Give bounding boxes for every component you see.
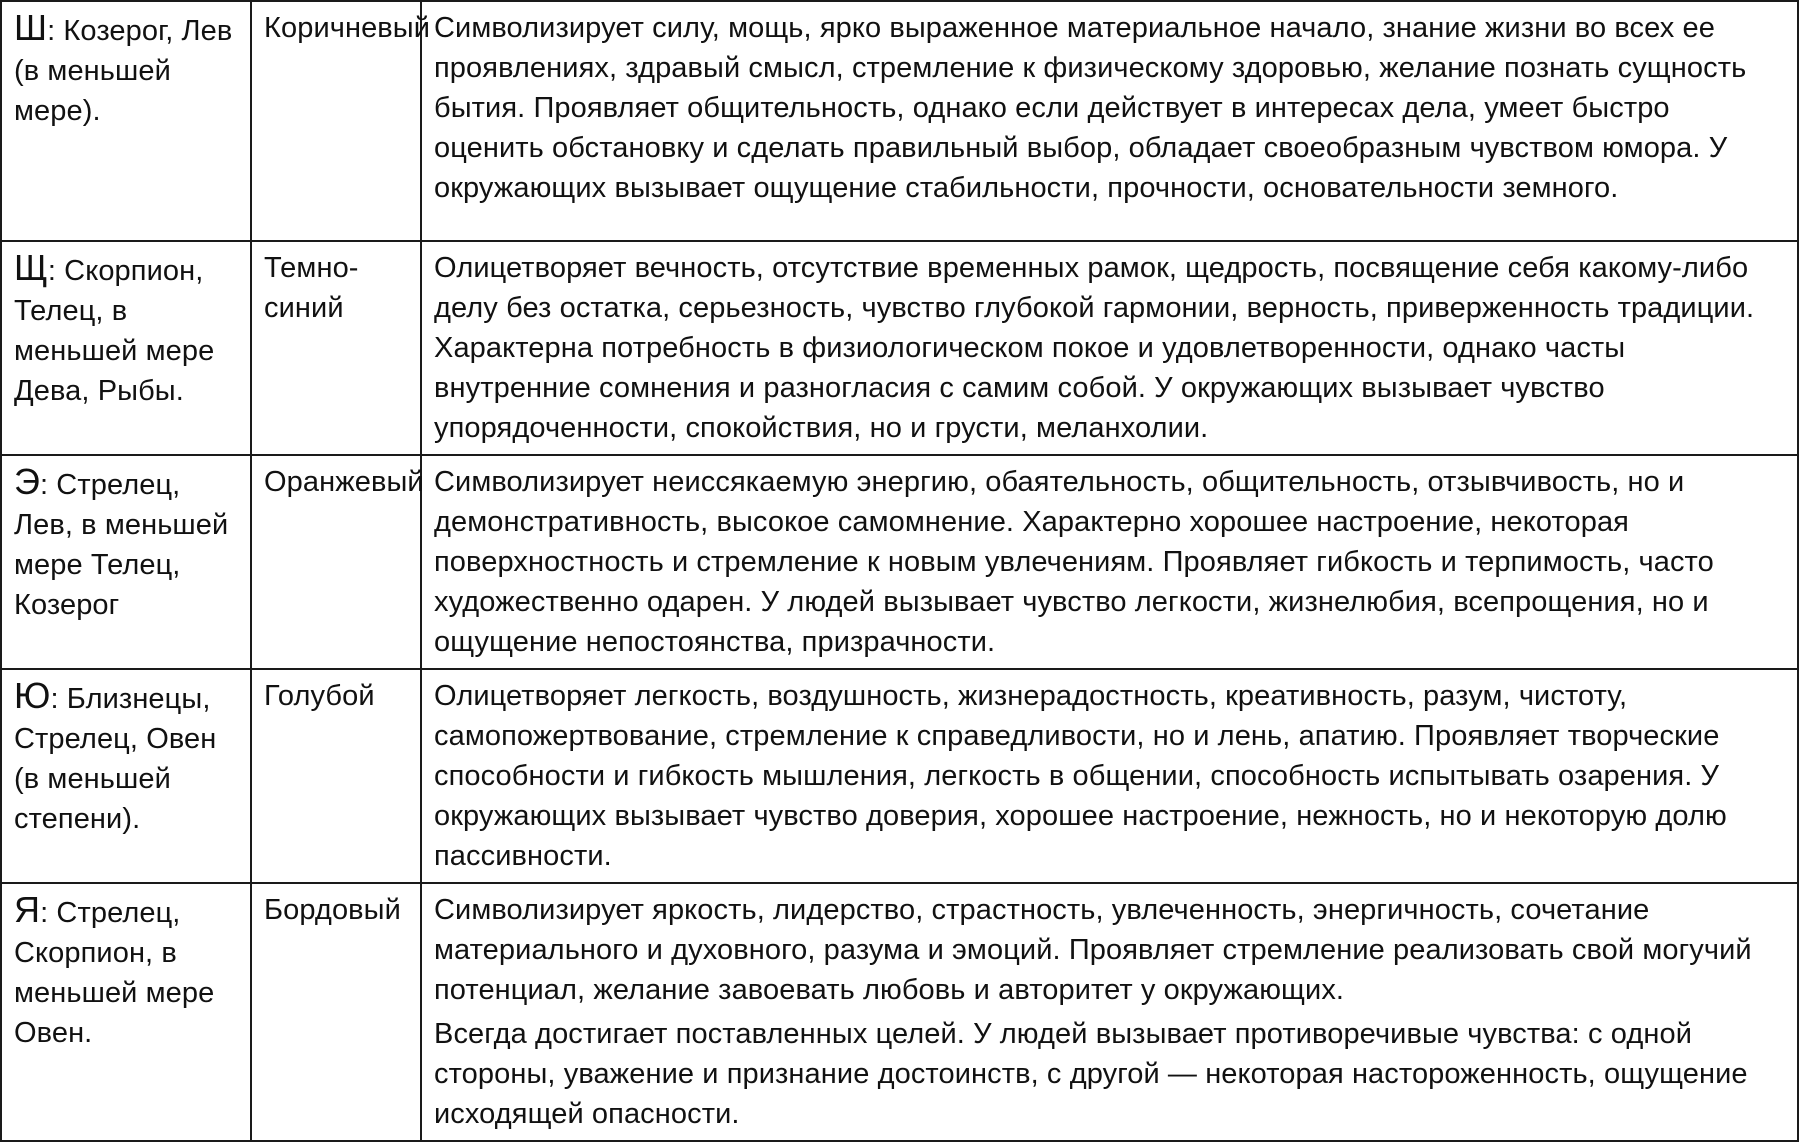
description-cell xyxy=(421,883,1798,1141)
color-cell xyxy=(251,669,421,883)
description-paragraph: Олицетворяет вечность, отсутствие временных рамок, щедрость, посвящение себя какому-либо делу без остатка, серьезность, чувство глубокой гармонии, верность, приверженность традиции. Характерна потребность в физиологическом покое и удовлетворенности, однако часты внутренние сомнения и разногласия с самим собой. У окружающих вызывает чувство упорядоченности, спокойствия, но и грусти, меланхолии. xyxy=(434,252,1755,444)
color-cell xyxy=(251,883,421,1141)
zodiac-cell xyxy=(1,669,251,883)
color-name: Темно-синий xyxy=(264,252,359,324)
description-cell xyxy=(421,669,1798,883)
table-row xyxy=(1,241,1798,455)
description-paragraph: Символизирует неиссякаемую энергию, обаятельность, общительность, отзывчивость, но и демонстративность, высокое самомнение. Характерно хорошее настроение, некоторая поверхностность и стремление к новым увлечениям. Проявляет гибкость и терпимость, часто художественно одарен. У людей вызывает чувство легкости, жизнелюбия, всепрощения, но и ощущение непостоянства, призрачности. xyxy=(434,466,1714,658)
color-cell xyxy=(251,241,421,455)
letter-label: Щ xyxy=(14,247,48,288)
table-row xyxy=(1,883,1798,1141)
table-row xyxy=(1,1,1798,241)
color-cell xyxy=(251,1,431,241)
zodiac-cell xyxy=(1,883,251,1141)
description-cell xyxy=(421,1,1798,241)
letter-label: Ю xyxy=(14,675,51,716)
color-cell xyxy=(251,455,424,669)
zodiac-signs-text: : Стрелец, Скорпион, в меньшей мере Овен. xyxy=(14,897,215,1049)
color-name: Оранжевый xyxy=(264,466,424,498)
zodiac-cell xyxy=(1,241,251,455)
zodiac-signs-text: : Скорпион, Телец, в меньшей мере Дева, Рыбы. xyxy=(14,255,215,407)
zodiac-cell xyxy=(1,1,251,241)
description-paragraph: Всегда достигает поставленных целей. У людей вызывает противоречивые чувства: с одной стороны, уважение и признание достоинств, с другой — некоторая настороженность, ощущение исходящей опасности. xyxy=(434,1018,1748,1130)
description-cell xyxy=(421,241,1798,455)
table-row xyxy=(1,455,1798,669)
letter-label: Я xyxy=(14,889,41,930)
letter-label: Ш xyxy=(14,7,48,48)
description-paragraph: Олицетворяет легкость, воздушность, жизнерадостность, креативность, разум, чистоту, самопожертвование, стремление к справедливости, но и лень, апатию. Проявляет творческие способности и гибкость мышления, легкость в общении, способность испытывать озарения. У окружающих вызывает чувство доверия, хорошее настроение, нежность, но и некоторую долю пассивности. xyxy=(434,680,1727,872)
description-paragraph: Символизирует яркость, лидерство, страстность, увлеченность, энергичность, сочетание материального и духовного, разума и эмоций. Проявляет стремление реализовать свой могучий потенциал, желание завоевать любовь и авторитет у окружающих. xyxy=(434,894,1752,1006)
zodiac-cell xyxy=(1,455,251,669)
zodiac-signs-text: : Козерог, Лев (в меньшей мере). xyxy=(14,15,233,127)
zodiac-signs-text: : Стрелец, Лев, в меньшей мере Телец, Козерог xyxy=(14,469,229,621)
table-row xyxy=(1,669,1798,883)
description-cell xyxy=(421,455,1798,669)
zodiac-signs-text: : Близнецы, Стрелец, Овен (в меньшей степени). xyxy=(14,683,217,835)
color-name: Голубой xyxy=(264,680,375,712)
description-paragraph: Символизирует силу, мощь, ярко выраженное материальное начало, знание жизни во всех ее проявлениях, здравый смысл, стремление к физическому здоровью, желание познать сущность бытия. Проявляет общительность, однако если действует в интересах дела, умеет быстро оценить обстановку и сделать правильный выбор, обладает своеобразным чувством юмора. У окружающих вызывает ощущение стабильности, прочности, основательности земного. xyxy=(434,12,1747,204)
letter-label: Э xyxy=(14,461,40,502)
color-name: Коричневый xyxy=(264,12,431,44)
color-name: Бордовый xyxy=(264,894,401,926)
